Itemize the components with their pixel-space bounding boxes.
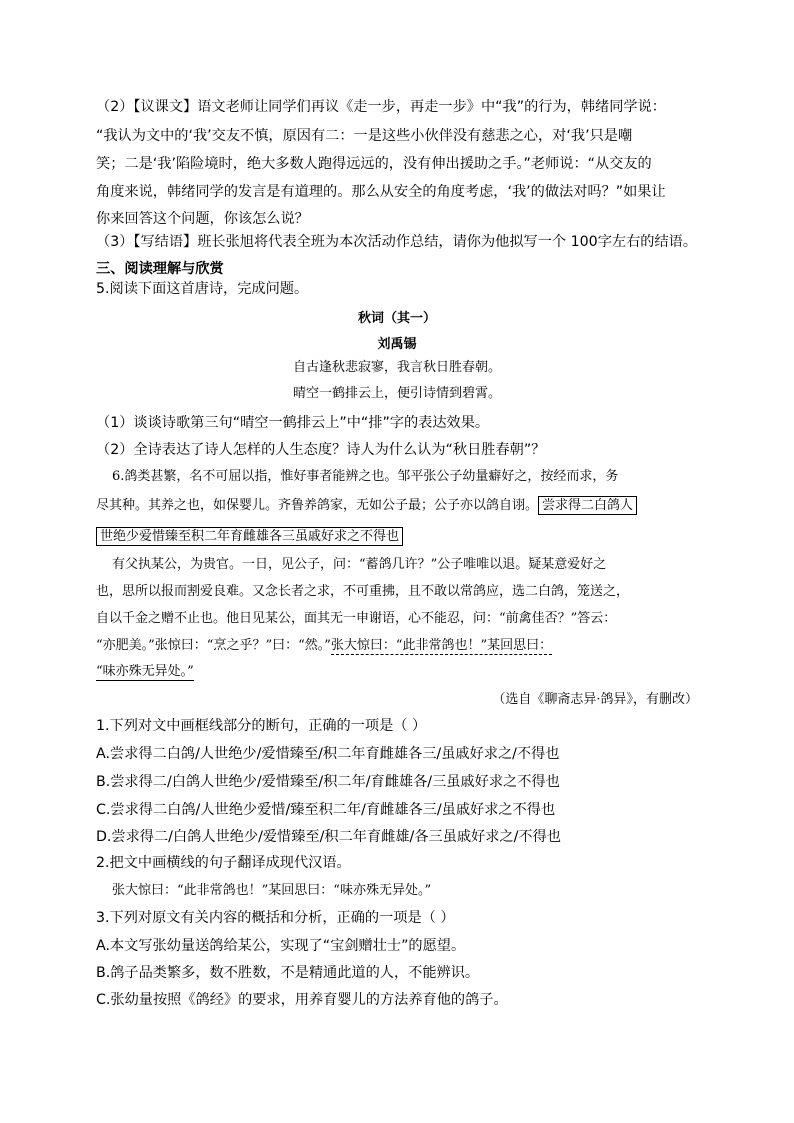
passage-p1-text: 尽其种。其养之也，如保婴儿。齐鲁养鸽家，无如公子最；公子亦以鸽自诩。	[96, 498, 539, 513]
question-5-2: （2）全诗表达了诗人怎样的人生态度？诗人为什么认为“秋日胜春朝”？	[96, 442, 546, 458]
question-1-stem: 1.下列对文中画框线部分的断句，正确的一项是（ ）	[96, 718, 427, 734]
q2-line-3: 笑；二是‘我’陷险境时，绝大多数人跑得远远的，没有伸出援助之手。”老师说：“从交友的	[96, 156, 652, 172]
q2-line-4: 角度来说，韩绪同学的发言是有道理的。那么从安全的角度考虑，‘我’的做法对吗？”如果让	[96, 184, 666, 200]
q2-line-2: “我认为文中的‘我’交友不慎，原因有二：一是这些小伙伴没有慈悲之心，对‘我’只是嘲	[96, 128, 633, 144]
question-5-1: （1）谈谈诗歌第三句“晴空一鹤排云上”中“排”字的表达效果。	[96, 415, 490, 431]
question-3-option-a: A.本文写张幼量送鸽给某公，实现了“宝剑赠壮士”的愿望。	[96, 938, 466, 954]
passage-source: （选自《聊斋志异·鸽异》，有删改）	[492, 692, 698, 707]
q2-line-1: （2）【议课文】语文老师让同学们再议《走一步，再走一步》中“我”的行为，韩绪同学说：	[96, 99, 666, 115]
question-3-option-c: C.张幼量按照《鸽经》的要求，用养育婴儿的方法养育他的鸽子。	[96, 992, 508, 1008]
framed-text-part-1: 尝求得二白鸽人	[538, 496, 637, 515]
passage-p2-line-3: 自以千金之赠不止也。他日见某公，面其无一申谢语，心不能忍，问：“前禽佳否？”答云：	[96, 611, 617, 626]
passage-p1-line-3	[96, 527, 403, 547]
question-5-intro: 5.阅读下面这首唐诗，完成问题。	[96, 281, 309, 297]
question-1-option-d: D.尝求得二/白鸽人世绝少/爱惜臻至/积二年育雌雄/各三虽戚好求之/不得也	[96, 829, 561, 845]
passage-p1-line-1: 6.鸽类甚繁，名不可屈以指，惟好事者能辨之也。邹平张公子幼量癖好之，按经而求，务	[112, 469, 619, 484]
question-2-sentence: 张大惊曰：“此非常鸽也！”某回思曰：“味亦殊无异处。”	[112, 883, 432, 898]
passage-p2-line-5	[96, 662, 194, 682]
q2-line-5: 你来回答这个问题，你该怎么说？	[96, 211, 309, 227]
passage-p2-line-2: 也，思所以报而割爱良难。又念长者之求，不可重拂，且不敢以常鸽应，选二白鸽，笼送之，	[96, 584, 630, 599]
question-1-option-c: C.尝求得二白鸽/人世绝少爱惜/臻至积二年/育雌雄各三/虽戚好求之不得也	[96, 802, 556, 818]
section-heading: 三、阅读理解与欣赏	[96, 261, 224, 277]
question-3-stem: 3.下列对原文有关内容的概括和分析，正确的一项是（ ）	[96, 910, 455, 926]
passage-p2-text: “亦肥美。”张惊曰：“烹之乎？”曰：“然。”	[96, 638, 331, 653]
passage-p2-line-4	[96, 636, 552, 656]
poem-author: 刘禹锡	[377, 337, 417, 352]
question-2-stem: 2.把文中画横线的句子翻译成现代汉语。	[96, 855, 351, 871]
poem-line-1: 自古逢秋悲寂寥，我言秋日胜春朝。	[292, 360, 501, 375]
passage-p1-line-2	[96, 496, 637, 516]
question-1-option-a: A.尝求得二白鸽/人世绝少/爱惜臻至/积二年育雌雄各三/虽戚好求之/不得也	[96, 746, 560, 762]
question-1-option-b: B.尝求得二/白鸽人世绝少/爱惜臻至/积二年/育雌雄各/三虽戚好求之不得也	[96, 774, 560, 790]
poem-title: 秋词（其一）	[357, 311, 436, 326]
poem-line-2: 晴空一鹤排云上，便引诗情到碧霄。	[292, 386, 501, 401]
passage-p2-line-1: 有父执某公，为贵官。一日，见公子，问：“蓄鸽几许？”公子唯唯以退。疑某意爱好之	[112, 557, 607, 572]
underlined-sentence-part-1: 张大惊曰：“此非常鸽也！”某回思曰：	[330, 638, 553, 653]
q3-line-1: （3）【写结语】班长张旭将代表全班为本次活动作总结，请你为他拟写一个 100字左右的结语。	[96, 234, 698, 250]
underlined-sentence-part-2: “味亦殊无异处。”	[96, 664, 194, 679]
question-3-option-b: B.鸽子品类繁多，数不胜数，不是精通此道的人，不能辨识。	[96, 965, 480, 981]
framed-text-part-2: 世绝少爱惜臻至积二年育雌雄各三虽戚好求之不得也	[96, 527, 403, 546]
